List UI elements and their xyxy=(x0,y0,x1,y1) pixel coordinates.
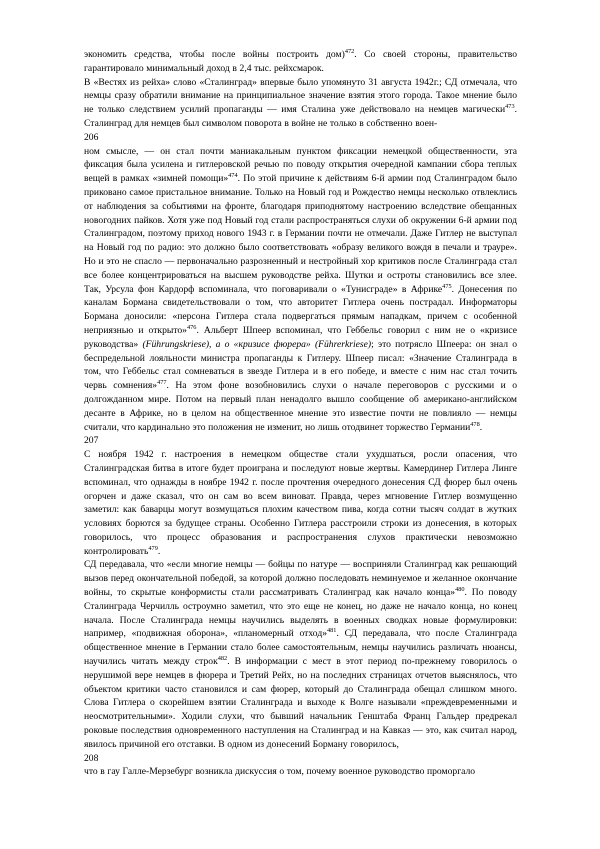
footnote-ref: 477 xyxy=(157,378,167,386)
footnote-ref: 473 xyxy=(505,103,515,110)
footnote-ref: 472 xyxy=(344,47,355,55)
footnote-ref: 481 xyxy=(327,627,337,635)
paragraph: ном смысле, — он стал почти маниакальным пунктом фиксации немецкой общественности, эта фиксация была усилена и гитлеровской речью по поводу открытия очередной кампании сбора теплых вещей в рамках «зимней помощи»$^{474}$. По этой причине к действиям 6-й армии под Сталинградом было приковано самое пристальное внимание. Только на Новый год и Рождество немцы несколько отвлеклись от наблюдения за событиями на фронте, благодаря приподнятому настроению вследствие обещанных новогодних пайков. Хотя уже под Новый год стали распространяться слухи об окружении 6-й армии под Сталинградом, поэтому приход нового 1943 г. в Германии почти не отмечали. Даже Гитлер не выступал на Новый год по радио: это должно было соответствовать «образу великого вождя в печали и трауре». Но и это не спасло — первоначально разрозненный и нестройный хор критиков после Сталинграда стал все более концентрироваться на высшем руководстве рейха. Шутки и остроты становились все злее. Так, Урсула фон Кардорф вспоминала, что поговаривали о «Тунисграде» в Африке$^{475}$. Донесения по каналам Бормана свидетельствовали о том, что авторитет Гитлера очень пострадал. Информаторы Бормана доносили: «персона Гитлера стала подвергаться прямым нападкам, причем с особенной неприязнью и открыто»$^{476}$. Альберт Шпеер вспоминал, что Геббельс говорил с ним не о «кризисе руководства» (Führungskriese), а о «кризисе фюрера» (Führerkriese); это потрясло Шпеера: он знал о беспредельной лояльности министра пропаганды к Гитлеру. Шпеер писал: «Значение Сталинграда в том, что Геббельс стал сомневаться в звезде Гитлера и в его победе, и вместе с ним нас стал точить червь сомнения»$^{477}$. На этом фоне возобновились слухи о начале переговоров с русскими и о долгожданном мире. Потом на первый план ненадолго вышло сообщение об американо-английском десанте в Африке, но в целом на общественное мнение это известие почти не повлияло — немцы считали, что кардинально это положения не изменит, но лишь отодвинет торжество Германии$^{478}$. xyxy=(84,145,518,433)
page-number: 208 xyxy=(84,752,99,764)
footnote-ref: 479 xyxy=(148,544,158,552)
footnote-ref: 475 xyxy=(442,282,452,290)
paragraph: что в гау Галле-Мерзебург возникла дискуссия о том, почему военное руководство проморгало xyxy=(84,766,476,778)
document-content xyxy=(84,48,517,779)
footnote-ref: 478 xyxy=(470,420,480,428)
paragraph: С ноября 1942 г. настроения в немецком обществе стали ухудшаться, росли опасения, что Сталинградская битва в итоге будет проиграна и последуют новые жертвы. Камердинер Гитлера Линге вспоминал, что однажды в ноябре 1942 г. после прочтения очередного донесения СД фюрер был очень огорчен и даже сказал, что он сам во всем виноват. Правда, через мгновение Гитлер возмущенно заметил: как баварцы могут возмущаться плохим качеством пива, когда сотни тысяч солдат в жутких условиях борются за будущее страны. Особенно Гитлера расстроили строки из донесения, в которых говорилось, что процесс образования и распространения слухов практически невозможно контролировать$^{479}$. xyxy=(84,449,517,557)
page-number: 206 xyxy=(84,131,99,143)
footnote-ref: 480 xyxy=(455,585,465,593)
paragraph: СД передавала, что «если многие немцы — бойцы по натуре — восприняли Сталинград как решающий вызов перед окончательной победой, за которой должно последовать неминуемое и желанное окончание войны, то скрытые конформисты стали рассматривать Сталинград как начало конца»$^{480}$. По поводу Сталинграда Черчилль остроумно заметил, что это еще не конец, но даже не начало конца, но конец начала. После Сталинграда немцы научились выделять в военных сводках новые формулировки: например, «подвижная оборона», «планомерный отход»$^{481}$. СД передавала, что после Сталинграда общественное мнение в Германии стало более самостоятельным, немцы научились различать нюансы, научились читать между строк$^{482}$. В информации с мест в этот период по-прежнему говорилось о нерушимой вере немцев в фюрера и Третий Рейх, но на последних страницах отчетов выяснялось, что объектом критики часто становился и сам фюрер, который до Сталинграда обещал слишком много. Слова Гитлера о скорейшем взятии Сталинграда и выходе к Волге называли «преждевременными и неосмотрительными». Ходили слухи, что бывший начальник Генштаба Франц Гальдер предрекал роковые последствия одновременного наступления на Сталинград и на Кавказ — это, как считал народ, явилось причиной его отставки. В одном из донесений Борману говорилось, xyxy=(84,559,517,750)
footnote-ref: 482 xyxy=(217,654,228,662)
footnote-ref: 476 xyxy=(186,323,197,331)
paragraph: экономить средства, чтобы после войны построить дом)$^{472}$. Со своей стороны, правительство гарантировало минимальный доход в 2,4 тыс. рейхсмарок. xyxy=(84,47,517,74)
paragraph: В «Вестях из рейха» слово «Сталинград» впервые было упомянуто 31 августа 1942г.; СД отмечала, что немцы сразу обратили внимание на принципиальное значение взятия этого города. Такое мнение было не только следствием усилий пропаганды — имя Сталина уже действовало на немцев магически$^{473}$. Сталинград для немцев был символом поворота в войне не только в собственно воен- xyxy=(84,76,517,129)
italic-text: (Führungskriese), а о «кризисе фюрера» (Führerkriese) xyxy=(142,338,372,350)
footnote-ref: 474 xyxy=(228,171,238,179)
page-number: 207 xyxy=(84,435,99,447)
